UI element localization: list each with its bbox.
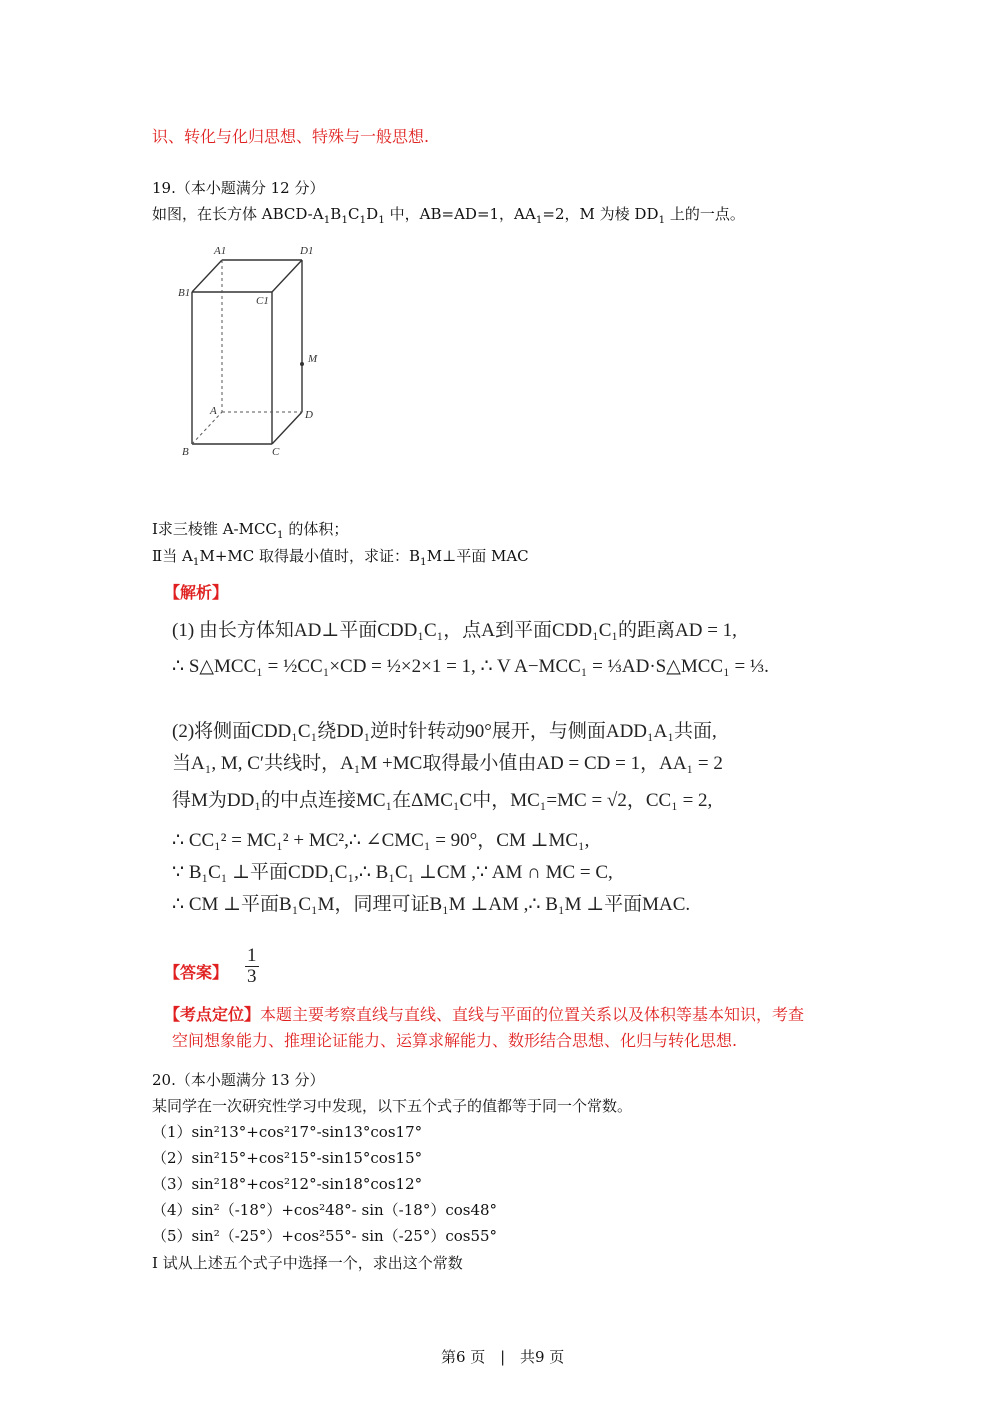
solution-line-6: ∴ CC₁² = MC₁² + MC²,∴ ∠CMC₁ = 90°，CM ⊥MC₁, [172, 830, 590, 851]
analysis-tag: 【解析】 [164, 583, 229, 602]
label-b1: B1 [178, 287, 191, 299]
q20-expr-4: （4）sin²（-18°）+cos²48°- sin（-18°）cos48° [152, 1201, 498, 1219]
solution-line-3: (2)将侧面CDD₁C₁绕DD₁逆时针转动90°展开，与侧面ADD₁A₁共面, [172, 721, 717, 742]
answer-fraction [242, 946, 262, 987]
edge-cd [272, 412, 302, 444]
label-a1: A1 [214, 245, 227, 257]
solution-line-2: ∴ S△MCC₁ = ½CC₁×CD = ½×2×1 = 1, ∴ V A−MCC₁ = ⅓AD·S△MCC₁ = ⅓. [172, 656, 769, 677]
top-note: 识、转化与化归思想、特殊与一般思想. [152, 127, 430, 146]
q19-part2: Ⅱ当 $A_1M+MC$ 取得最小值时，求证：$B_1M\perp$平面 MAC [152, 547, 529, 568]
q20-expr-3: （3）sin²18°+cos²12°-sin18°cos12° [152, 1175, 423, 1193]
kaodian-line-2: 空间想象能力、推理论证能力、运算求解能力、数形结合思想、化归与转化思想. [172, 1031, 738, 1050]
point-m [300, 362, 304, 366]
solution-line-8: ∴ CM ⊥平面B₁C₁M，同理可证B₁M ⊥AM ,∴ B₁M ⊥平面MAC. [172, 894, 691, 915]
footer-separator: | [500, 1348, 506, 1366]
label-d1: D1 [300, 245, 314, 257]
q20-expr-1: （1）sin²13°+cos²17°-sin13°cos17° [152, 1123, 423, 1141]
q19-header: 19.（本小题满分 12 分） [152, 179, 325, 197]
page-footer [441, 1346, 564, 1367]
page-number: 第6 页 [441, 1348, 486, 1366]
edge-c1d1 [272, 260, 302, 292]
answer-tag: 【答案】 [164, 963, 229, 982]
solution-line-1: (1) 由长方体知AD⊥平面CDD₁C₁，点A到平面CDD₁C₁的距离AD = 1, [172, 620, 737, 641]
edge-b1a1 [192, 260, 222, 292]
q20-intro: 某同学在一次研究性学习中发现，以下五个式子的值都等于同一个常数。 [152, 1097, 633, 1115]
solution-line-5: 得M为DD₁的中点连接MC₁在ΔMC₁C中，MC₁=MC = √2，CC₁ = 2, [172, 790, 713, 811]
q20-expr-5: （5）sin²（-25°）+cos²55°- sin（-25°）cos55° [152, 1227, 498, 1245]
label-c1: C1 [256, 295, 269, 307]
label-d: D [305, 409, 313, 421]
edge-ab-hidden [192, 412, 222, 444]
label-m: M [308, 353, 318, 365]
solution-line-4: 当A₁, M, C′共线时，A₁M +MC取得最小值由AD = CD = 1，AA₁ = 2 [172, 753, 723, 774]
q20-part1: Ⅰ 试从上述五个式子中选择一个，求出这个常数 [152, 1254, 463, 1272]
cuboid-figure [150, 232, 340, 470]
label-a: A [210, 405, 217, 417]
q20-header: 20.（本小题满分 13 分） [152, 1071, 325, 1089]
page-total: 共9 页 [519, 1348, 565, 1366]
q20-expr-2: （2）sin²15°+cos²15°-sin15°cos15° [152, 1149, 423, 1167]
label-c: C [272, 446, 280, 458]
answer-numerator: 1 [247, 945, 257, 966]
q19-intro: 如图，在长方体 ABCD-$A_1B_1C_1D_1$ 中，AB=AD=1，$AA_1=2$，M 为棱 $DD_1$ 上的一点。 [152, 205, 745, 226]
kaodian-line-1: 【考点定位】本题主要考察直线与直线、直线与平面的位置关系以及体积等基本知识，考查 [164, 1005, 805, 1024]
q19-part1: Ⅰ求三棱锥 $A-MCC_1$ 的体积； [152, 520, 349, 541]
solution-line-7: ∵ B₁C₁ ⊥平面CDD₁C₁,∴ B₁C₁ ⊥CM ,∵ AM ∩ MC = C, [172, 862, 613, 883]
answer-denominator: 3 [247, 965, 257, 987]
label-b: B [182, 446, 189, 458]
